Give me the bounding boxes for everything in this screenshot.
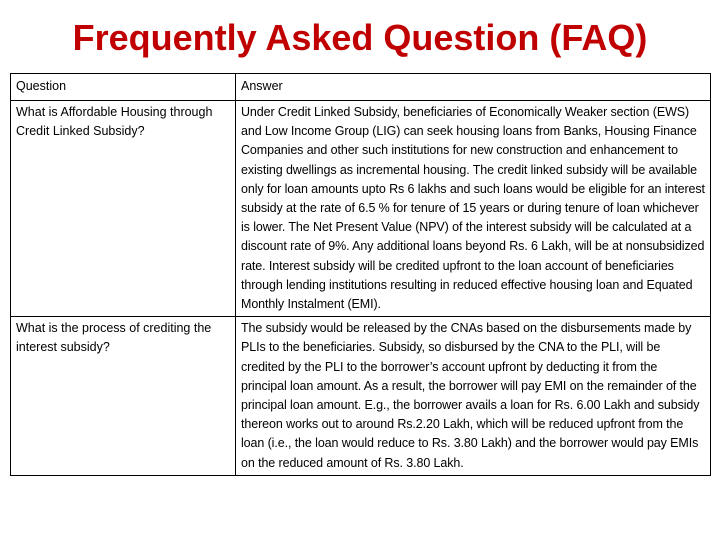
faq-table (10, 73, 711, 476)
table-row (11, 101, 711, 317)
answer-cell: The subsidy would be released by the CNAs based on the disbursements made by PLIs to the beneficiaries. Subsidy, so disbursed by the CNA to the PLI, will be credited by the PLI to the borrower’s account upfront by deducting it from the principal loan amount. As a result, the borrower will pay EMI on the remainder of the principal loan amount. E.g., the borrower avails a loan for Rs. 6.00 Lakh and subsidy thereon works out to around Rs.2.20 Lakh, which will be reduced upfront from the loan (i.e., the loan would reduce to Rs. 3.80 Lakh) and the borrower would pay EMIs on the reduced amount of Rs. 3.80 Lakh. (236, 317, 711, 476)
table-header-row (11, 74, 711, 101)
page-title: Frequently Asked Question (FAQ) (72, 17, 648, 58)
answer-cell: Under Credit Linked Subsidy, beneficiaries of Economically Weaker section (EWS) and Low Income Group (LIG) can seek housing loans from Banks, Housing Finance Companies and other such institutions for new construction and enhancement to existing dwellings as incremental housing. The credit linked subsidy will be available only for loan amounts upto Rs 6 lakhs and such loans would be eligible for an interest subsidy at the rate of 6.5 % for tenure of 15 years or during tenure of loan whichever is lower. The Net Present Value (NPV) of the interest subsidy will be calculated at a discount rate of 9%. Any additional loans beyond Rs. 6 Lakh, will be at nonsubsidized rate. Interest subsidy will be credited upfront to the loan account of beneficiaries through lending institutions resulting in reduced effective housing loan and Equated Monthly Instalment (EMI). (236, 101, 711, 317)
table-row (11, 317, 711, 476)
question-cell: What is Affordable Housing through Credit Linked Subsidy? (11, 101, 236, 317)
answer-column-header: Answer (236, 74, 711, 101)
question-column-header: Question (11, 74, 236, 101)
question-cell: What is the process of crediting the interest subsidy? (11, 317, 236, 476)
